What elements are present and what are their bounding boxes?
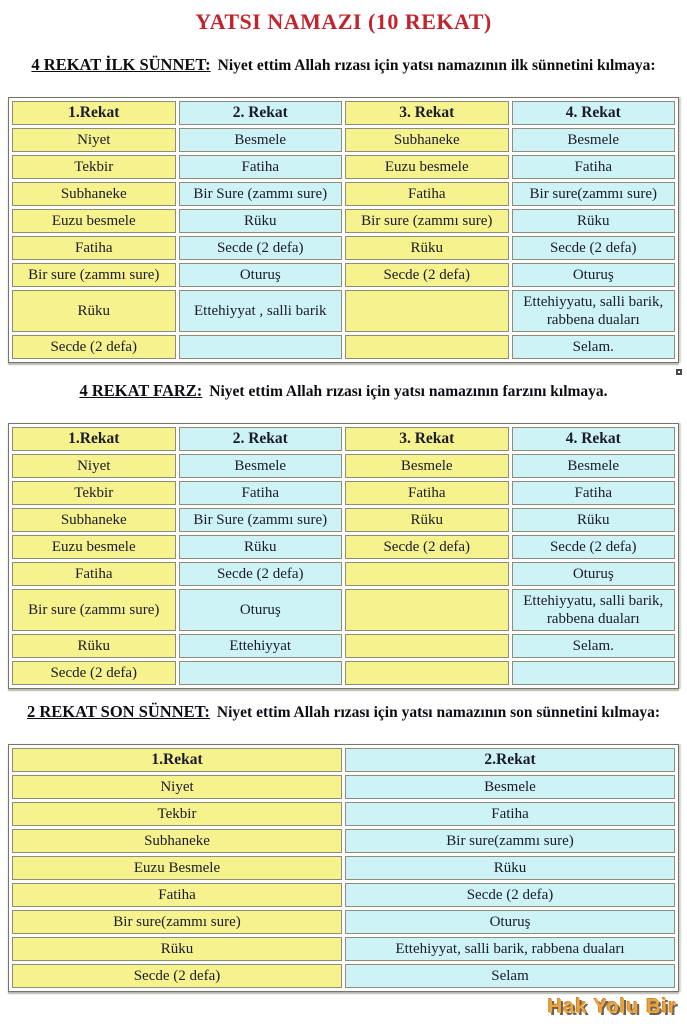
table-cell: Bir sure (zammı sure)	[345, 209, 509, 233]
table-cell: Rüku	[345, 508, 509, 532]
table-cell	[345, 634, 509, 658]
table-cell: Bir sure(zammı sure)	[345, 829, 675, 853]
table-cell: Secde (2 defa)	[12, 964, 342, 988]
table-row	[12, 634, 675, 658]
table-cell: Fatiha	[512, 481, 676, 505]
table-row	[12, 589, 675, 631]
table-cell: Fatiha	[12, 883, 342, 907]
table-cell: Ettehiyyat	[179, 634, 343, 658]
table-cell: Besmele	[512, 128, 676, 152]
table-row	[12, 508, 675, 532]
table-cell: Euzu besmele	[12, 209, 176, 233]
table-cell: Niyet	[12, 454, 176, 478]
table-cell: Euzu besmele	[345, 155, 509, 179]
table-header-cell: 1.Rekat	[12, 101, 176, 125]
table-row	[12, 535, 675, 559]
table-cell: Fatiha	[345, 802, 675, 826]
table-row	[12, 856, 675, 880]
table-row	[12, 829, 675, 853]
section-heading-farz	[6, 381, 681, 401]
table-cell: Secde (2 defa)	[179, 236, 343, 260]
table-cell: Bir sure(zammı sure)	[12, 910, 342, 934]
table-cell: Subhaneke	[12, 508, 176, 532]
table-cell: Ettehiyyat, salli barik, rabbena duaları	[345, 937, 675, 961]
table-row	[12, 182, 675, 206]
table-row	[12, 335, 675, 359]
page-title: YATSI NAMAZI (10 REKAT)	[195, 9, 492, 34]
table-header-cell: 1.Rekat	[12, 748, 342, 772]
table-header-cell: 4. Rekat	[512, 427, 676, 451]
table-cell: Selam.	[512, 634, 676, 658]
table-cell: Subhaneke	[12, 829, 342, 853]
table-cell: Bir Sure (zammı sure)	[179, 182, 343, 206]
table-cell: Rüku	[345, 856, 675, 880]
table-cell: Fatiha	[179, 481, 343, 505]
table-cell: Ettehiyyatu, salli barik, rabbena duaları	[512, 589, 676, 631]
table-cell: Rüku	[345, 236, 509, 260]
section-heading-son-sunnet	[6, 702, 681, 722]
table-cell: Besmele	[512, 454, 676, 478]
table-cell	[179, 335, 343, 359]
table-cell: Bir sure (zammı sure)	[12, 263, 176, 287]
table-cell: Secde (2 defa)	[12, 661, 176, 685]
table-row	[12, 802, 675, 826]
table-header-cell: 3. Rekat	[345, 101, 509, 125]
table-cell: Subhaneke	[12, 182, 176, 206]
table-cell: Oturuş	[179, 589, 343, 631]
table-cell: Secde (2 defa)	[345, 535, 509, 559]
table-row	[12, 775, 675, 799]
table-cell: Euzu Besmele	[12, 856, 342, 880]
section-label: 4 REKAT FARZ:	[79, 381, 203, 400]
table-cell	[512, 661, 676, 685]
table-cell: Selam.	[512, 335, 676, 359]
table-cell: Besmele	[179, 454, 343, 478]
table-cell	[345, 589, 509, 631]
table-cell: Rüku	[12, 634, 176, 658]
table-row	[12, 454, 675, 478]
table-cell: Secde (2 defa)	[345, 263, 509, 287]
table-cell: Rüku	[179, 535, 343, 559]
table-cell: Secde (2 defa)	[179, 562, 343, 586]
table-cell	[345, 562, 509, 586]
table-cell: Rüku	[12, 937, 342, 961]
table-cell: Fatiha	[512, 155, 676, 179]
table-header-cell: 2. Rekat	[179, 427, 343, 451]
table-header-cell: 4. Rekat	[512, 101, 676, 125]
table-cell: Oturuş	[179, 263, 343, 287]
table-row	[12, 883, 675, 907]
table-cell: Secde (2 defa)	[512, 535, 676, 559]
table-cell: Bir Sure (zammı sure)	[179, 508, 343, 532]
table-cell: Fatiha	[179, 155, 343, 179]
table-farz	[8, 423, 679, 689]
table-row	[12, 910, 675, 934]
table-cell: Besmele	[179, 128, 343, 152]
table-row	[12, 937, 675, 961]
table-cell	[179, 661, 343, 685]
table-cell	[345, 661, 509, 685]
table-cell: Ettehiyyatu, salli barik, rabbena duaları	[512, 290, 676, 332]
table-cell: Rüku	[512, 209, 676, 233]
table-cell: Oturuş	[512, 562, 676, 586]
table-row	[12, 155, 675, 179]
table-row	[12, 263, 675, 287]
table-cell: Euzu besmele	[12, 535, 176, 559]
table-cell: Secde (2 defa)	[345, 883, 675, 907]
table-row	[12, 128, 675, 152]
table-cell: Rüku	[179, 209, 343, 233]
table-header-cell: 1.Rekat	[12, 427, 176, 451]
table-cell: Besmele	[345, 775, 675, 799]
table-cell: Secde (2 defa)	[12, 335, 176, 359]
table-cell: Fatiha	[345, 481, 509, 505]
section-intro: Niyet ettim Allah rızası için yatsı namazının ilk sünnetini kılmaya:	[217, 57, 656, 74]
table-cell: Fatiha	[12, 562, 176, 586]
table-cell: Niyet	[12, 775, 342, 799]
table-cell	[345, 290, 509, 332]
table-cell: Tekbir	[12, 802, 342, 826]
table-row	[12, 964, 675, 988]
table-son-sunnet	[8, 744, 679, 992]
section-intro: Niyet ettim Allah rızası için yatsı namazının son sünnetini kılmaya:	[216, 704, 660, 721]
table-header-cell: 3. Rekat	[345, 427, 509, 451]
table-cell: Tekbir	[12, 155, 176, 179]
table-cell	[345, 335, 509, 359]
table-cell: Besmele	[345, 454, 509, 478]
square-row	[0, 362, 687, 370]
table-cell: Selam	[345, 964, 675, 988]
table-row	[12, 481, 675, 505]
table-cell: Niyet	[12, 128, 176, 152]
table-row	[12, 209, 675, 233]
section-label: 2 REKAT SON SÜNNET:	[27, 702, 210, 721]
table-cell: Subhaneke	[345, 128, 509, 152]
table-row	[12, 562, 675, 586]
table-cell: Rüku	[512, 508, 676, 532]
table-cell: Fatiha	[12, 236, 176, 260]
table-ilk-sunnet	[8, 97, 679, 363]
table-cell: Rüku	[12, 290, 176, 332]
section-heading-ilk-sunnet	[6, 55, 681, 75]
table-cell: Oturuş	[345, 910, 675, 934]
table-row	[12, 661, 675, 685]
table-header-cell: 2. Rekat	[179, 101, 343, 125]
table-cell: Oturuş	[512, 263, 676, 287]
table-cell: Bir sure (zammı sure)	[12, 589, 176, 631]
table-row	[12, 236, 675, 260]
table-cell: Secde (2 defa)	[512, 236, 676, 260]
watermark-text: Hak Yolu Bir	[547, 996, 677, 1018]
placeholder-square-icon	[676, 369, 682, 375]
table-cell: Ettehiyyat , salli barik	[179, 290, 343, 332]
table-row	[12, 290, 675, 332]
table-cell: Tekbir	[12, 481, 176, 505]
table-cell: Bir sure(zammı sure)	[512, 182, 676, 206]
section-intro: Niyet ettim Allah rızası için yatsı namazının farzını kılmaya.	[209, 383, 608, 400]
section-label: 4 REKAT İLK SÜNNET:	[31, 55, 211, 74]
table-header-cell: 2.Rekat	[345, 748, 675, 772]
table-cell: Fatiha	[345, 182, 509, 206]
